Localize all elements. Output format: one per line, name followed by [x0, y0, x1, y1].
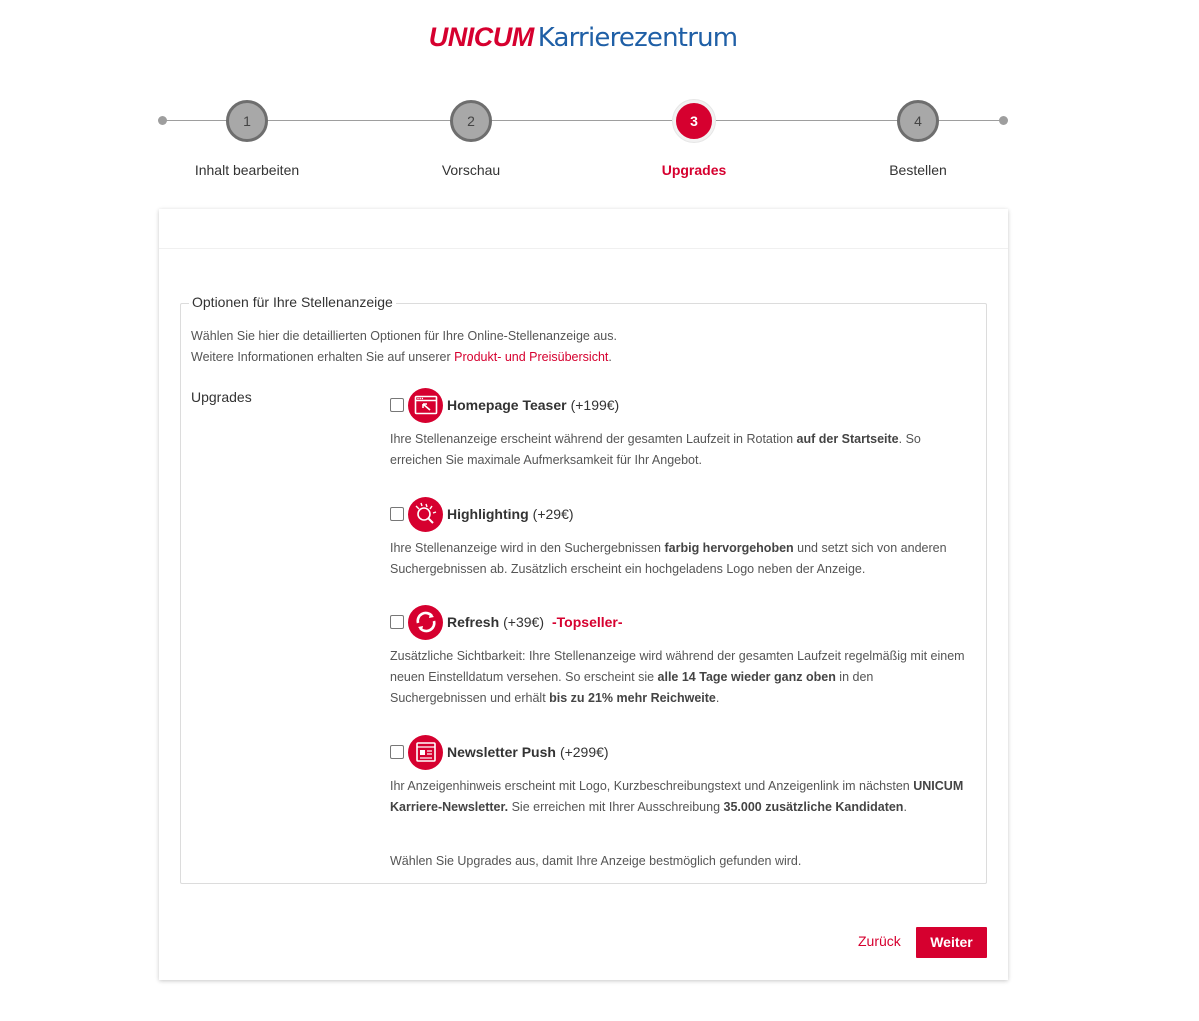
- newsletter-icon: [408, 735, 443, 770]
- step-2-circle: 2: [450, 100, 492, 142]
- refresh-price: (+39€): [503, 614, 544, 630]
- upgrade-hint: Wählen Sie Upgrades aus, damit Ihre Anzeige bestmöglich gefunden wird.: [390, 854, 802, 868]
- desc-text: Ihre Stellenanzeige wird in den Suchergebnissen: [390, 541, 665, 555]
- logo-karrierezentrum: Karrierezentrum: [537, 23, 738, 53]
- option-head: [390, 496, 970, 532]
- homepage-teaser-name: Homepage Teaser: [447, 397, 567, 413]
- upgrades-label: Upgrades: [191, 389, 252, 405]
- intro-line-2-prefix: Weitere Informationen erhalten Sie auf unserer: [191, 350, 455, 364]
- step-1[interactable]: [167, 100, 327, 178]
- brand-logo[interactable]: [0, 22, 1166, 53]
- option-head: [390, 604, 970, 640]
- refresh-name: Refresh: [447, 614, 500, 630]
- next-button[interactable]: Weiter: [916, 927, 987, 958]
- step-3-circle: 3: [673, 100, 715, 142]
- step-3-label: Upgrades: [661, 162, 727, 178]
- option-highlighting: [390, 496, 970, 580]
- refresh-checkbox[interactable]: [390, 615, 404, 629]
- desc-text: .: [715, 691, 720, 705]
- homepage-teaser-price: (+199€): [570, 397, 620, 413]
- desc-text: Ihr Anzeigenhinweis erscheint mit Logo, Kurzbeschreibungstext und Anzeigenlink im nächsten: [390, 779, 914, 793]
- step-4-circle: 4: [897, 100, 939, 142]
- back-button[interactable]: Zurück: [858, 933, 901, 949]
- options-legend: Optionen für Ihre Stellenanzeige: [189, 294, 396, 310]
- price-overview-link[interactable]: Produkt- und Preisübersicht: [454, 350, 609, 364]
- stepper-end-dot: [999, 116, 1008, 125]
- step-1-circle: 1: [226, 100, 268, 142]
- desc-text: Sie erreichen mit Ihrer Ausschreibung: [508, 800, 724, 814]
- step-3: [614, 100, 774, 178]
- desc-text: Zusätzliche Sichtbarkeit: Ihre Stellenanzeige wird während der gesamten Laufzeit regelmäßig mit einem neuen Einstelldatum versehen. So erscheint sie: [390, 649, 965, 684]
- newsletter-push-checkbox[interactable]: [390, 745, 404, 759]
- upgrades-card: [159, 209, 1008, 980]
- step-2-label: Vorschau: [441, 162, 501, 178]
- intro-line-2-suffix: .: [608, 350, 612, 364]
- homepage-teaser-icon: [408, 388, 443, 423]
- intro-line-1: Wählen Sie hier die detaillierten Optionen für Ihre Online-Stellenanzeige aus.: [191, 329, 617, 343]
- desc-bold: alle 14 Tage wieder ganz oben: [657, 670, 836, 684]
- intro-line-2: [191, 347, 617, 368]
- step-4-label: Bestellen: [889, 162, 947, 178]
- newsletter-push-name: Newsletter Push: [447, 744, 556, 760]
- newsletter-push-description: [390, 776, 970, 818]
- desc-text: in den Suchergebnissen und erhält: [390, 670, 874, 705]
- desc-bold: bis zu 21% mehr Reichweite: [549, 691, 716, 705]
- options-fieldset: [180, 294, 987, 884]
- step-4: [838, 100, 998, 178]
- step-1-label: Inhalt bearbeiten: [194, 162, 300, 178]
- refresh-description: [390, 646, 970, 709]
- desc-text: .: [903, 800, 907, 814]
- highlighting-description: [390, 538, 970, 580]
- desc-bold: farbig hervorgehoben: [664, 541, 794, 555]
- card-header: [159, 209, 1008, 249]
- logo-unicum: UNICUM: [428, 22, 534, 52]
- option-refresh: [390, 604, 970, 709]
- highlighting-price: (+29€): [532, 506, 574, 522]
- option-head: [390, 734, 970, 770]
- homepage-teaser-description: [390, 429, 970, 471]
- desc-bold: auf der Startseite: [796, 432, 899, 446]
- option-homepage-teaser: [390, 387, 970, 471]
- desc-text: . So erreichen Sie maximale Aufmerksamkeit für Ihr Angebot.: [390, 432, 921, 467]
- desc-bold: UNICUM Karriere-Newsletter.: [390, 779, 964, 814]
- desc-text: Ihre Stellenanzeige erscheint während der gesamten Laufzeit in Rotation: [390, 432, 797, 446]
- option-newsletter-push: [390, 734, 970, 818]
- option-head: [390, 387, 970, 423]
- highlighting-name: Highlighting: [447, 506, 529, 522]
- desc-bold: 35.000 zusätzliche Kandidaten: [723, 800, 904, 814]
- stepper-start-dot: [158, 116, 167, 125]
- homepage-teaser-checkbox[interactable]: [390, 398, 404, 412]
- progress-stepper: [158, 100, 1008, 190]
- step-2[interactable]: [391, 100, 551, 178]
- options-intro: [191, 326, 617, 368]
- newsletter-push-price: (+299€): [559, 744, 609, 760]
- topseller-badge: -Topseller-: [552, 614, 623, 630]
- highlighting-icon: [408, 497, 443, 532]
- refresh-icon: [408, 605, 443, 640]
- highlighting-checkbox[interactable]: [390, 507, 404, 521]
- desc-text: und setzt sich von anderen Suchergebnissen ab. Zusätzlich erscheint ein hochgeladens Logo neben der Anzeige.: [390, 541, 947, 576]
